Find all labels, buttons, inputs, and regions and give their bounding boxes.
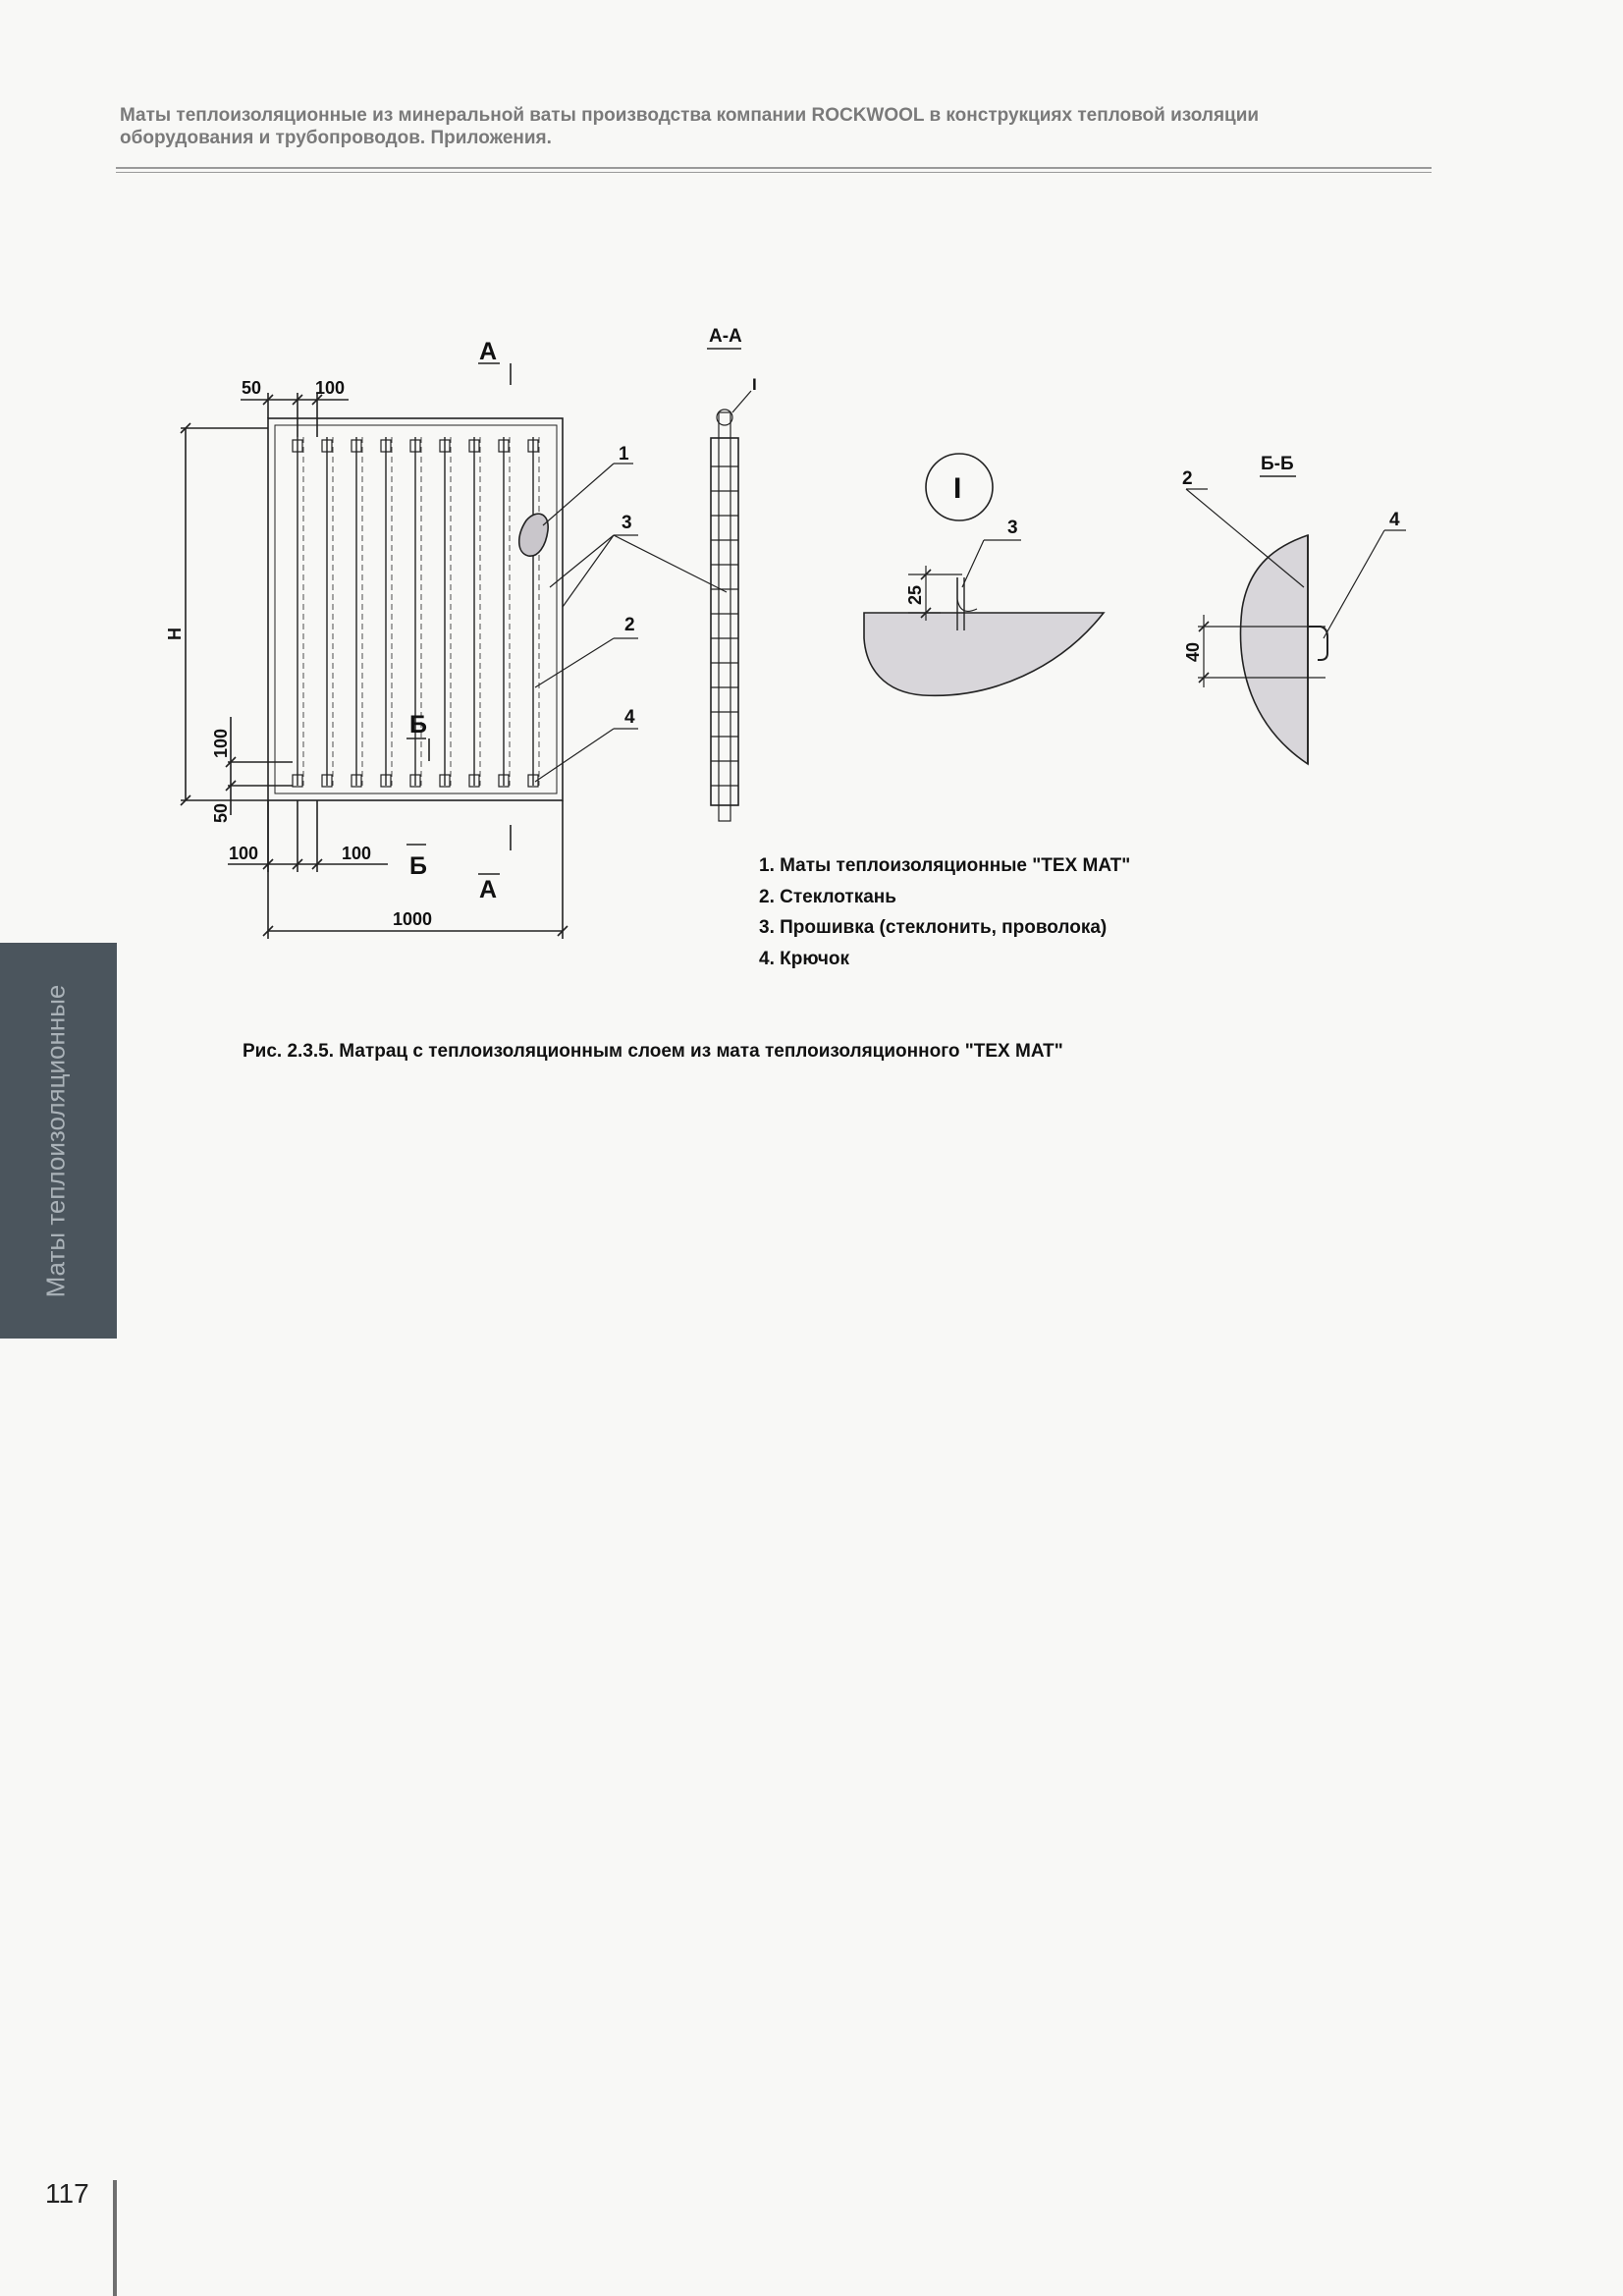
insulation-cutaway — [519, 514, 548, 556]
header-line-2: оборудования и трубопроводов. Приложения. — [120, 128, 552, 148]
callout-3: 3 — [622, 513, 632, 533]
section-aa-label: А-А — [709, 326, 742, 347]
dim-25: 25 — [905, 584, 925, 605]
detail-i-ref: I — [752, 375, 757, 394]
dim-50-top: 50 — [242, 378, 262, 398]
dim-h: H — [165, 628, 185, 640]
legend-item: 3. Прошивка (стеклонить, проволока) — [759, 917, 1108, 938]
callout-2-bb: 2 — [1182, 468, 1193, 489]
callout-3-detail: 3 — [1007, 518, 1018, 538]
callout-1: 1 — [619, 444, 629, 465]
section-a-bottom-label: А — [479, 876, 498, 903]
detail-i-label: I — [953, 472, 962, 505]
callout-2: 2 — [624, 615, 635, 635]
section-a-top-label: А — [479, 338, 498, 365]
callout-4: 4 — [624, 707, 635, 728]
dim-100-bottom-right: 100 — [342, 844, 372, 863]
legend-item: 4. Крючок — [759, 948, 849, 969]
legend — [759, 850, 1130, 974]
dim-50-left: 50 — [211, 802, 231, 823]
dim-100-bottom-left: 100 — [229, 844, 259, 863]
figure-caption: Рис. 2.3.5. Матрац с теплоизоляционным слоем из мата теплоизоляционного "TEX MAT" — [243, 1041, 1063, 1062]
legend-item: 2. Стеклоткань — [759, 886, 896, 907]
side-tab-label: Маты теплоизоляционные — [40, 984, 71, 1298]
dim-100-left: 100 — [211, 728, 231, 758]
dim-40: 40 — [1183, 641, 1203, 662]
section-bb-label: Б-Б — [1261, 454, 1294, 474]
section-aa-segments — [711, 466, 738, 786]
dim-1000: 1000 — [393, 909, 433, 929]
section-b-bottom-label: Б — [409, 852, 427, 880]
page-number-rule — [113, 2180, 117, 2296]
callout-4-bb: 4 — [1389, 510, 1400, 530]
page-number: 117 — [45, 2178, 89, 2209]
section-aa-body — [711, 438, 738, 805]
legend-item: 1. Маты теплоизоляционные "TEX MAT" — [759, 855, 1131, 876]
header-line-1: Маты теплоизоляционные из минеральной ваты производства компании ROCKWOOL в конструкциях тепловой изоляции — [120, 105, 1260, 126]
detail-i-shape — [864, 613, 1104, 695]
section-bb-shape — [1241, 535, 1308, 764]
section-b-top-label: Б — [409, 711, 427, 738]
dim-100-top: 100 — [315, 378, 346, 398]
